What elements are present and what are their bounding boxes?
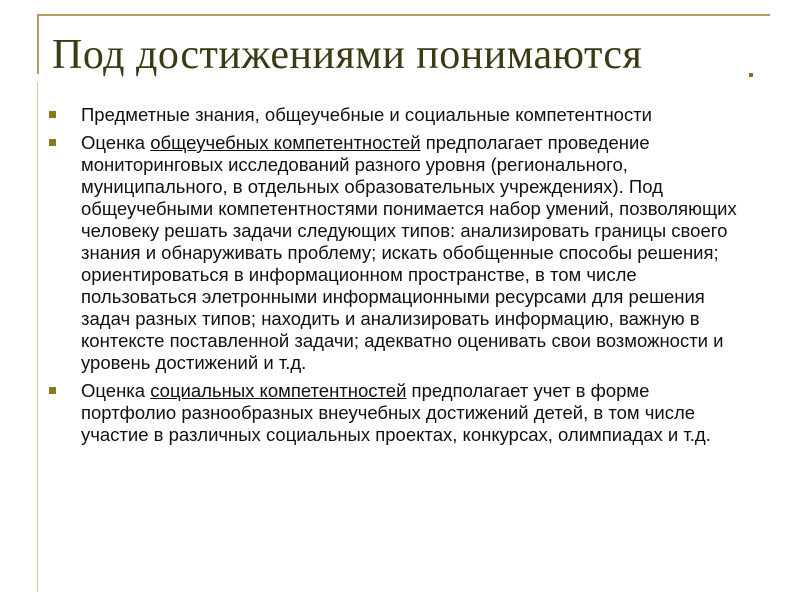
bullet-text: предполагает проведение мониторинговых исследований разного уровня (регионального, муниципального, в отдельных образовательных учреждениях). Под общеучебными компетентностями понимается набор умений, позволяющих человеку решать задачи следующих типов: анализировать границы своего знания и обнаруживать проблему; искать обобщенные способы решения; ориентироваться в информационном пространстве, в том числе пользоваться элетронными информационными ресурсами для решения задач разных типов; находить и анализировать информацию, важную в контексте поставленной задачи; адекватно оценивать свои возможности и уровень достижений и т.д. (81, 132, 737, 373)
bullet-list (48, 104, 738, 452)
underlined-term: социальных компетентностей (150, 380, 407, 401)
top-rule (37, 14, 770, 16)
bullet-item-1 (48, 104, 738, 126)
bullet-square-icon (49, 139, 56, 146)
bullet-text: Предметные знания, общеучебные и социальные компетентности (81, 104, 653, 125)
bullet-lead: Оценка (81, 380, 151, 401)
bullet-square-icon (49, 111, 56, 118)
left-rule (37, 14, 39, 74)
left-rule-lower (37, 82, 38, 592)
bullet-item-2 (48, 132, 738, 374)
bullet-item-3 (48, 380, 738, 446)
bullet-square-icon (49, 387, 56, 394)
slide-title: Под достижениями понимаются (52, 32, 643, 78)
bullet-text: предполагает учет в форме портфолио разнообразных внеучебных достижений детей, в том числе участие в различных социальных проектах, конкурсах, олимпиадах и т.д. (81, 380, 711, 445)
underlined-term: общеучебных компетентностей (150, 132, 421, 153)
bullet-lead: Оценка (81, 132, 151, 153)
